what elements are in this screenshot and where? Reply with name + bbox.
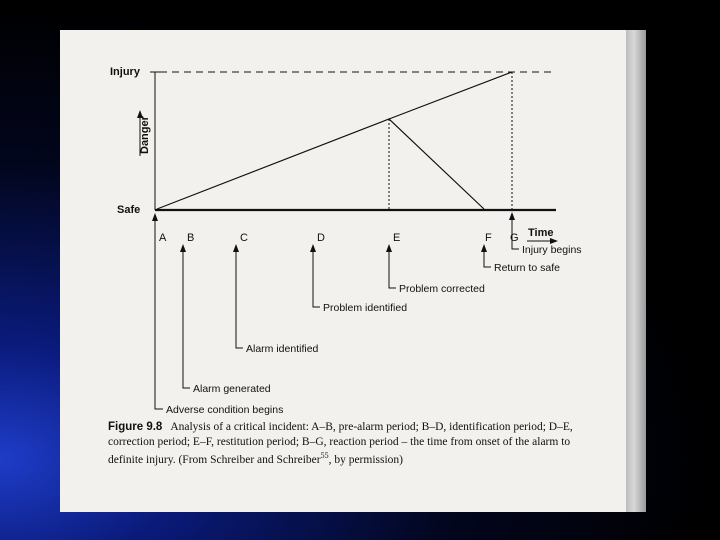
svg-text:Danger: Danger <box>139 116 151 154</box>
danger-curve-with-correction <box>157 119 484 209</box>
point-label-g: G <box>510 232 519 244</box>
caption-text: Analysis of a critical incident: A–B, pre-alarm period; B–D, identification period; D–E, correction period; E–F, restitution period; B–G, reaction period – the time from onset of the alarm to definite injury. (From Schreiber and Schreiber <box>108 421 573 467</box>
time-label: Time <box>528 227 554 239</box>
point-label-e: E <box>393 232 401 244</box>
event-text-d: Problem identified <box>323 302 408 314</box>
event-text-a: Adverse condition begins <box>166 404 284 416</box>
figure-label: Figure 9.8 <box>108 421 163 433</box>
event-text-f: Return to safe <box>494 262 560 274</box>
event-b-arrow <box>180 244 190 388</box>
event-text-b: Alarm generated <box>193 383 271 395</box>
point-label-b: B <box>187 232 195 244</box>
event-d-arrow <box>310 244 320 307</box>
point-label-f: F <box>485 232 492 244</box>
event-e-arrow <box>386 244 396 288</box>
event-f-arrow <box>481 244 491 267</box>
safe-label: Safe <box>117 204 141 216</box>
event-text-g: Injury begins <box>522 244 582 256</box>
event-c-arrow <box>233 244 243 348</box>
citation-superscript: 55 <box>320 451 329 461</box>
point-label-a: A <box>159 232 167 244</box>
event-text-e: Problem corrected <box>399 283 485 295</box>
injury-label: Injury <box>110 66 140 78</box>
danger-axis-label <box>137 110 151 156</box>
figure-caption <box>108 420 600 468</box>
caption-text-end: , by permission) <box>328 454 404 467</box>
event-text-c: Alarm identified <box>246 343 319 355</box>
point-label-c: C <box>240 232 248 244</box>
danger-curve-to-injury <box>389 72 512 119</box>
point-label-d: D <box>317 232 325 244</box>
